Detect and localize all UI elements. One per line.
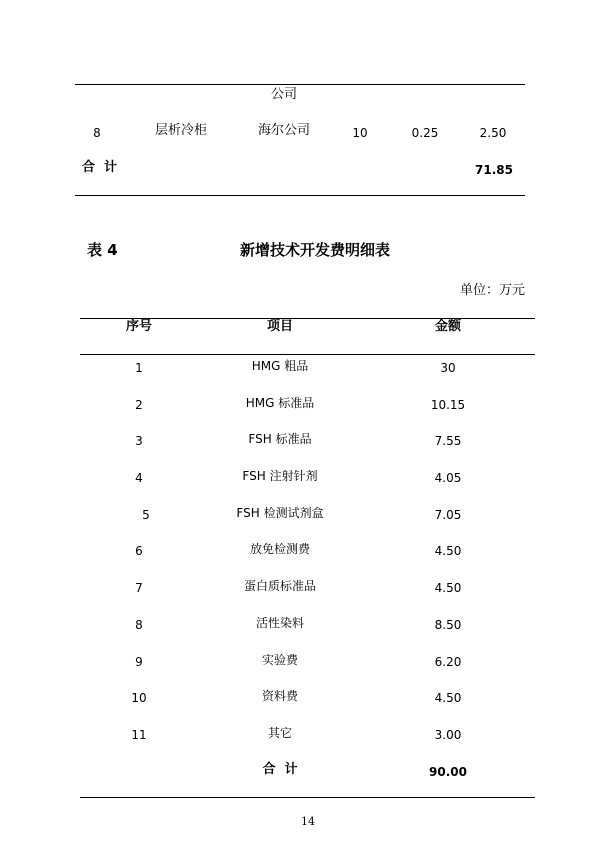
row-no: 1 (135, 361, 143, 375)
row-item: HMG 标准品 (245, 396, 315, 410)
row-amount: 30 (440, 361, 456, 375)
row-amount: 4.05 (434, 471, 462, 485)
prev-row-supplier: 海尔公司 (257, 123, 311, 138)
row-item: 资料费 (261, 689, 299, 703)
table-header-rule (80, 354, 535, 355)
header-amount: 金额 (434, 319, 462, 334)
total-value: 90.00 (429, 765, 467, 779)
row-item: HMG 粗品 (251, 359, 309, 373)
prev-table-bottom-rule (75, 195, 525, 196)
row-item: 实验费 (261, 653, 299, 667)
row-no: 9 (135, 655, 143, 669)
table-bottom-rule (80, 797, 535, 798)
row-no: 4 (135, 471, 143, 485)
row-amount: 6.20 (434, 655, 462, 669)
prev-table-top-rule (75, 84, 525, 85)
row-no: 2 (135, 398, 143, 412)
table-unit: 单位：万元 (459, 283, 525, 298)
row-no: 5 (142, 508, 150, 522)
header-no: 序号 (125, 319, 153, 334)
row-no: 6 (135, 544, 143, 558)
row-item: FSH 标准品 (248, 432, 312, 446)
row-item: 活性染料 (255, 616, 305, 630)
row-item: 蛋白质标准品 (243, 579, 317, 593)
prev-row-price: 0.25 (411, 126, 439, 140)
row-amount: 4.50 (434, 691, 462, 705)
row-item: FSH 注射针剂 (242, 469, 318, 483)
header-item: 项目 (266, 319, 294, 334)
total-label: 合 计 (262, 762, 298, 777)
row-no: 3 (135, 434, 143, 448)
row-item: 其它 (267, 726, 293, 740)
prev-row-amount: 2.50 (479, 126, 507, 140)
row-amount: 10.15 (430, 398, 466, 412)
prev-total-label: 合 计 (82, 160, 118, 175)
row-amount: 7.05 (434, 508, 462, 522)
row-item: 放免检测费 (249, 542, 311, 556)
row-amount: 8.50 (434, 618, 462, 632)
row-no: 8 (135, 618, 143, 632)
row-amount: 7.55 (434, 434, 462, 448)
prev-row-qty: 10 (352, 126, 368, 140)
row-amount: 3.00 (434, 728, 462, 742)
prev-total-value: 71.85 (475, 163, 513, 177)
row-no: 7 (135, 581, 143, 595)
prev-row-no: 8 (93, 126, 101, 140)
row-amount: 4.50 (434, 544, 462, 558)
row-item: FSH 检测试剂盒 (236, 506, 324, 520)
page-number: 14 (301, 815, 315, 828)
row-amount: 4.50 (434, 581, 462, 595)
table-title: 新增技术开发费明细表 (239, 241, 391, 259)
prev-table-continued-cell: 公司 (270, 87, 298, 102)
table-label: 表 4 (87, 241, 118, 259)
prev-row-name: 层析冷柜 (154, 123, 208, 138)
row-no: 11 (131, 728, 147, 742)
row-no: 10 (131, 691, 147, 705)
